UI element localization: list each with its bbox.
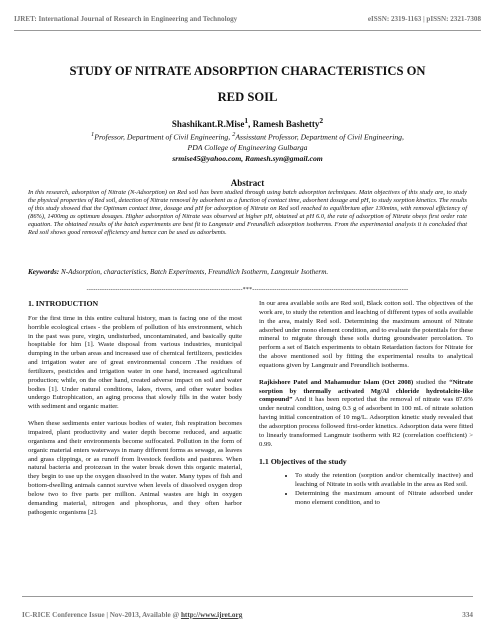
- title-line-2: RED SOIL: [217, 90, 278, 104]
- title-line-1: STUDY OF NITRATE ADSORPTION CHARACTERISTICS ON: [69, 64, 426, 78]
- author-1: Shashikant.R.Mise: [171, 119, 245, 129]
- literature-rest: And it has been reported that the removal of nitrate was 87.6% under neutral condition, using 0.3 g of adsorbent in 100 mL of nitrate solution having initial concentration of 10 mg/L. Adsorption kinetic study revealed that the adsorption process followed first-order kinetics. Adsorption data were fitted to linearly transformed Langmuir isotherm with R2 (correlation coefficient) > 0.99.: [259, 396, 473, 448]
- affil-sup-2: 2: [232, 131, 236, 138]
- left-column: [28, 300, 242, 525]
- page-number: 334: [462, 611, 473, 619]
- objectives-list: [259, 472, 473, 507]
- literature-title: “Nitrate sorption by thermally activated Mg/Al chloride hydrotalcite-like compound”: [259, 378, 473, 404]
- footer-left: [22, 611, 242, 619]
- keywords-text: N-Adsorption, characteristics, Batch Experiments, Freundlich Isotherm, Langmuir Isotherm.: [59, 268, 329, 276]
- page-footer: [22, 596, 473, 619]
- intro-paragraph-2: When these sediments enter various bodies of water, fish respiration becomes impaired, plant productivity and water depth become reduced, and aquatic organisms and their environments become suffocated. Pollution in the form of organic material enters waterways in many different forms as sewage, as leaves and grass clippings, or as runoff from livestock feedlots and pastures. When natural bacteria and protozoan in the water break down this organic material, they begin to use up the oxygen dissolved in the water. Many types of fish and bottom-dwelling animals cannot survive when levels of dissolved oxygen drop below two to five parts per million. Animal wastes are high in oxygen demanding material, nitrogen and phosphorus, and they often harbor pathogenic organisms [2].: [28, 420, 242, 516]
- issn-number: eISSN: 2319-1163 | pISSN: 2321-7308: [367, 15, 481, 23]
- page-header: [14, 8, 481, 31]
- literature-mid: studied the: [413, 378, 450, 386]
- affiliation-line-2: PDA College of Engineering Gulbarga: [187, 143, 308, 153]
- author-2: Ramesh Bashetty: [252, 119, 320, 129]
- affiliation: [20, 130, 475, 164]
- affil-sup-1: 1: [91, 131, 95, 138]
- abstract-heading: Abstract: [230, 178, 265, 188]
- keywords: [28, 268, 467, 276]
- authors: [0, 116, 495, 129]
- objectives-paragraph: In our area available soils are Red soil, Black cotton soil. The objectives of the work are, to study the retention and leaching of different types of soils available in the area, mainly Red soil. Determining the maximum amount of Nitrate adsorbed under mono element condition, and to evaluate the potentials for these mineral to migrate through these soils during groundwater percolation. To perform a set of Batch experiments to obtain Retardation factors for Nitrate for the above mentioned soil by fitting the experimental results to analytical equations given by Langmuir and Freundlich isotherms.: [259, 300, 473, 369]
- author-1-sup: 1: [244, 116, 249, 125]
- list-item: • Determining the maximum amount of Nitrate adsorbed under mono element condition, and to: [295, 490, 473, 508]
- author-2-sup: 2: [319, 116, 324, 125]
- section-separator: -----------------------------------------------------------------------***-----------------------------------------------------------------------: [86, 287, 409, 293]
- affiliation-line-1: [20, 130, 475, 143]
- author-separator: ,: [248, 119, 253, 129]
- objectives-heading: 1.1 Objectives of the study: [259, 456, 347, 466]
- intro-paragraph-1: For the first time in this entire cultural history, man is facing one of the most horrible ecological crises - the problem of pollution of his environment, which in the past was pure, virgin, undisturbed, uncontaminated, and basically quite hospitable for him [1]. Waste disposal from various industries, municipal dumping in the urban areas and increased use of chemical fertilizers, pesticides and irrigation water are of great environmental concern .The residues of fertilizers, pesticides and irrigation water in one hand, increased agricultural production; while, on the other hand, created adverse impact on soil and water bodies [1]. Under natural conditions, lakes, rivers, and other water bodies undergo Eutrophication, an aging process that slowly fills in the water body with sediment and organic matter.: [28, 314, 242, 411]
- affil-text-2: Assisstant Professor, Department of Civil Engineering,: [235, 132, 404, 142]
- journal-name: IJRET: International Journal of Research in Engineering and Technology: [14, 15, 238, 23]
- list-item: • To study the retention (sorption and/or chemically inactive) and leaching of Nitrate in soils with available in the area as Red soil.: [295, 472, 473, 490]
- journal-link[interactable]: http://www.ijret.org: [180, 611, 243, 619]
- paper-title: [30, 58, 465, 110]
- author-emails[interactable]: srmise45@yahoo.com, Ramesh.syn@gmail.com: [172, 153, 323, 163]
- introduction-heading: 1. INTRODUCTION: [28, 299, 99, 308]
- abstract-text: In this research, adsorption of Nitrate (N-Adsorption) on Red soil has been studied through using batch adsorption techniques. Main objectives of this study are, to study the physical properties of Red soil, detection of Nitrate removal by adsorbent as a function of contact time, adsorbent dosage and pH, to study sorption kinetics. The results of this study showed that the Optimum contact time, dosage and pH for adsorption of Nitrate on Red soil reached to equilibrium after 130mins, with removal efficiency of (86%), 1400mg as optimum dosages. Higher adsorption of Nitrate was observed at higher pH, obtained at pH 6.0, the rate of adsorption of Nitrate obeys first order rate equation. The obtained results of the batch experiments are best fit to Langmuir and Freundlich adsorption isotherms. From the experimental analysis it is concluded that Red soil shows good removal efficiency and hence can be used as adsorbents.: [28, 189, 467, 236]
- literature-paragraph: [259, 379, 473, 450]
- footer-conference: IC-RICE Conference Issue | Nov-2013, Available @: [22, 611, 181, 619]
- affil-text-1: Professor, Department of Civil Engineering,: [94, 132, 233, 142]
- keywords-label: Keywords:: [28, 268, 60, 276]
- right-column: [259, 300, 473, 508]
- literature-authors: Rajkishore Patel and Mahamudur Islam (Oct 2008): [259, 378, 414, 386]
